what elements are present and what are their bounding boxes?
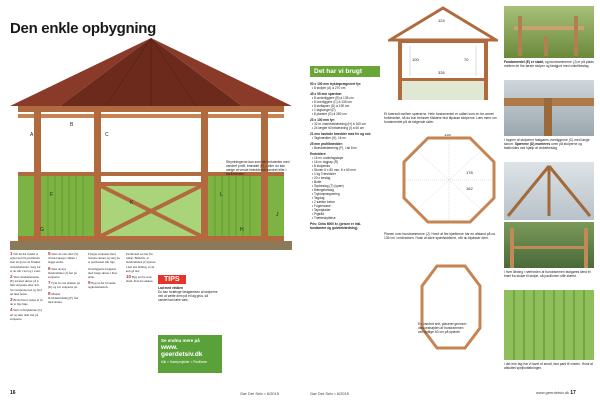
- photo-foundation: [504, 6, 594, 58]
- svg-text:K: K: [130, 200, 134, 206]
- materials-item: 45 x 95 mm spærtræ:: [310, 92, 343, 96]
- svg-text:B: B: [70, 122, 74, 128]
- materials-item: 23 x 100 mm fyr:: [310, 118, 335, 122]
- materials-item: • Bræddeklædning (F), i alt 8 m²: [312, 146, 358, 150]
- materials-item: • Pigtråd: [312, 212, 325, 216]
- svg-text:70: 70: [464, 57, 469, 62]
- svg-text:J: J: [276, 212, 279, 218]
- materials-item: • 1 tagkongel (E): [312, 108, 336, 112]
- materials-item: • 32 m underbeklædning (H) à 160 cm: [312, 122, 366, 126]
- svg-text:135: 135: [444, 134, 451, 137]
- web-promo-box[interactable]: Se endnu mere på www. geerdetsiv.dk Klik > Haveprojekter > Pavilloner: [158, 335, 222, 373]
- caption-bottom: En vandret snit, placeret gennem vindueshøjden af bundrammen ved nyttige 60 cm på spæret.: [418, 322, 467, 334]
- materials-item: • Skruer 6 x 80 mm, 6 x 60 mm: [312, 168, 356, 172]
- left-footer-text: Gør Det Selv • 6/2015: [240, 391, 279, 396]
- callout-text: Stryntningerne kan som her bekrædes med vandret profil, bræddet (F) – eller du kan vælge at vende brædderne vandret eller i skråmønster.: [226, 160, 290, 176]
- svg-text:H: H: [240, 227, 244, 233]
- materials-item: • 20 x beslag: [312, 176, 331, 180]
- materials-item: Endvidere:: [310, 152, 327, 156]
- section-tag: Det har vi brugt: [310, 66, 380, 77]
- svg-text:L: L: [220, 192, 223, 198]
- tips-heading: TIPS: [158, 275, 186, 284]
- ground: [10, 241, 292, 250]
- materials-item: • Tapetplader: [312, 208, 331, 212]
- column-3: Fastgør stolperne med lodrette skruer og sørg for at pavillonen står lige. Overliggerne fastgøres med lange skruer i hver ende. 9 Byg så det bærende tagkonstruktion.: [88, 252, 121, 290]
- wall-left-outer: [18, 176, 34, 236]
- materials-item: 21 mm høvlede brædder med fer og not:: [310, 132, 371, 136]
- post-3: [201, 112, 208, 242]
- right-footer-url[interactable]: www.geerdetsiv.dk 17: [536, 390, 576, 396]
- photo-top-plate: [504, 80, 594, 136]
- svg-text:100: 100: [412, 57, 419, 62]
- materials-item: • Topbeslag (T) (spær): [312, 184, 344, 188]
- wall-left: [41, 176, 94, 236]
- materials-item: • Fugemasse: [312, 204, 331, 208]
- eaves-beam: [18, 106, 284, 112]
- bottom-rail: [18, 236, 284, 241]
- materials-item: • 8 overliggere (C) à 135 cm: [312, 100, 352, 104]
- column-4: Pavillonen ser her fin sådan. Bemærk, at bundrammen (J) fjernes i den ene åbning, så du kan gå ind. 10 Byg en rist som bund, hvis det ønskes.: [126, 252, 156, 284]
- materials-item: 50 x 100 mm trykimprægneret fyr:: [310, 82, 362, 86]
- materials-item: • Træbeskyttelse: [312, 216, 336, 220]
- pavilion-illustration: [10, 36, 292, 250]
- column-1: 1 Når du har fundet et egnet sted til pavillonen skal du grave de 8 huller til fundamentet. Sørg for at de står i lod og i vater. 2 Skær fundamenterne (E) ud med skruer på 4 mm stolpesko eller stål. Sæt stolperne ned og fyld ud med beton. 3 Brænd hver stolpe af så de er lige høje. 4 Skær loftstykkerne (G) ud og skru dem fast på stolperne.: [10, 251, 43, 321]
- photo-caption-2: I toppen af stolperne fastgøres overliggerne (C) med lange skruer. Spærene (D) monteres oven på stolperne og fastholdes ved hjælp af vinkelbeslag.: [504, 138, 590, 150]
- svg-text:A: A: [30, 132, 34, 138]
- photo-caption-3: I hver åbning i nærheden af bundrammen fastgøres først et bræt fra stolpe til stolpe, så pavillonen står stærkt.: [504, 270, 591, 278]
- svg-text:124: 124: [438, 18, 445, 23]
- cross-section-diagram: [388, 6, 498, 104]
- page-title: Den enkle opbygning: [10, 20, 156, 37]
- materials-item: 25 mm profilbrædder:: [310, 142, 343, 146]
- post-2: [94, 112, 101, 242]
- svg-text:178: 178: [466, 170, 473, 175]
- svg-text:C: C: [105, 132, 109, 138]
- octagon-plan-diagram: [400, 134, 498, 226]
- photo-rafters: [504, 162, 594, 220]
- materials-item: • 1 kg Trævinkler: [312, 172, 336, 176]
- materials-item: • 24 lægter til beklædning (I) à 60 cm: [312, 126, 365, 130]
- materials-item: • 8 underliggere (B) à 135 cm: [312, 96, 354, 100]
- right-footer-text: Gør Det Selv • 6/2015: [310, 391, 349, 396]
- materials-item: • 8 stolper (A) à 270 cm: [312, 86, 346, 90]
- octagon-small-diagram: [418, 262, 484, 352]
- post-4: [261, 112, 268, 242]
- materials-item: • 8 stolpesko: [312, 164, 331, 168]
- materials-list: [310, 80, 372, 230]
- svg-text:326: 326: [438, 70, 445, 75]
- photo-caption-1: Fundamentet (E) er støbt, og bundrammerne (J) er på plads mellem de fire første stolper og fastgjort med vinkelbeslag.: [504, 60, 594, 68]
- left-footer: 16: [10, 390, 16, 396]
- svg-text:G: G: [40, 227, 44, 233]
- wall-right: [208, 176, 261, 236]
- caption-mid: Planen over bundrammerne (J). Hvert af fire bjælkerne har en afstand på ca. 135 cm i omkredsen. Husk at sikre spærfødderne, når du tilpasser dem.: [384, 232, 496, 240]
- materials-item: Pris: Cirka 6000 kr. (prisen er inkl. fundament og gulvbeklædning): [310, 222, 362, 230]
- materials-item: • Tagdug: [312, 196, 325, 200]
- caption-top: Et tværsnit mellem spærerne. Hele fundamentet er udført som en tre-armet forbindelse, så du kun behøver tilskære blot tilpasse stolperne. Læs mere om fundamentet på de følgende sider.: [384, 112, 497, 124]
- materials-item: • 16 m² tagpap (R): [312, 160, 339, 164]
- wall-right-outer: [268, 176, 284, 236]
- svg-text:162: 162: [466, 186, 473, 191]
- tips-body: Lad med vinklen Du kan forlænge fastgørelsen af stolperne ved at sætte dem på et lag grus, så vandet kan løbe væk.: [158, 286, 218, 302]
- right-page: [300, 0, 600, 400]
- materials-item: • Bolte: [312, 180, 322, 184]
- post-1: [34, 112, 41, 242]
- top-plate: [18, 114, 284, 118]
- photo-caption-4: I det ene fag har vi lavet et smalt, fast parti til vinden. Husk at afsluttet spejlindfatningen.: [504, 362, 594, 370]
- materials-item: • 16 m² underlagstape: [312, 156, 344, 160]
- materials-item: • Tagbrædder (K), 16 m²: [312, 136, 347, 140]
- materials-item: • 2 sække beton: [312, 200, 335, 204]
- materials-item: • 8 planker (G) à 280 cm: [312, 112, 347, 116]
- column-2: 5 Skær de otte sider (S) til med skarpe vinkler i begge ender. 6 Skru de nye bundrammer (J) fast på stolperne. 7 Fyld de otte planker på (K) og sæt stolperne på. 8 Monter bræddeklædning (F) fast med skruer.: [48, 251, 80, 305]
- photo-green-wall: [504, 290, 594, 360]
- materials-item: • 8 skråspær (D) à 190 cm: [312, 104, 350, 108]
- materials-item: • Hængebeslag: [312, 188, 334, 192]
- photo-frame: [504, 222, 594, 268]
- materials-item: • Trykimprægnering: [312, 192, 340, 196]
- svg-text:F: F: [50, 192, 54, 198]
